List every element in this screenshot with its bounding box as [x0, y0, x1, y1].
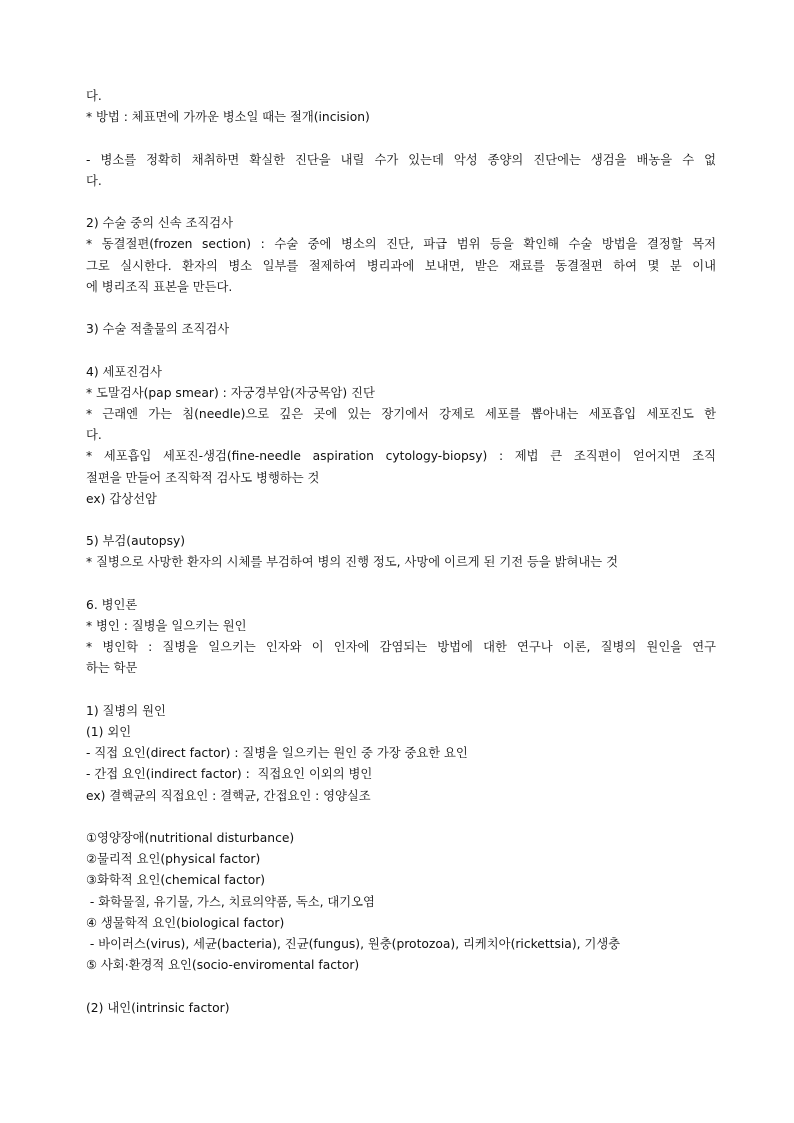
text-line: - 화학물질, 유기물, 가스, 치료의약품, 독소, 대기오염	[86, 894, 375, 909]
blank-line	[86, 128, 716, 149]
list-item: ⑤ 사회·환경적 요인(socio-enviromental factor)	[86, 958, 360, 973]
text-line: * 질병으로 사망한 환자의 시체를 부검하여 병의 진행 정도, 사망에 이르게 된 기전 등을 밝혀내는 것	[86, 555, 618, 570]
blank-line	[86, 298, 716, 319]
text-line: 다.	[86, 89, 102, 103]
section-heading: 3) 수술 적출물의 조직검사	[86, 322, 230, 337]
blank-line	[86, 976, 716, 997]
document-page	[86, 86, 716, 1019]
list-item: ③화학적 요인(chemical factor)	[86, 873, 266, 888]
blank-line	[86, 340, 716, 361]
text-line: * 병인학 : 질병을 일으키는 인자와 이 인자에 감염되는 방법에 대한 연구나 이론, 질병의 원인을 연구	[86, 640, 716, 655]
section-heading: 1) 질병의 원인	[86, 703, 166, 718]
blank-line	[86, 510, 716, 531]
text-line: - 병소를 정확히 채취하면 확실한 진단을 내릴 수가 있는데 악성 종양의 진단에는 생검을 배농을 수 없	[86, 152, 716, 167]
text-line: * 세포흡입 세포진-생검(fine-needle aspiration cytology-biopsy) : 제법 큰 조직편이 얻어지면 조직	[86, 449, 716, 464]
section-heading: 5) 부검(autopsy)	[86, 534, 186, 549]
list-item: ④ 생물학적 요인(biological factor)	[86, 915, 285, 930]
section-heading: 4) 세포진검사	[86, 364, 162, 379]
text-line: * 도말검사(pap smear) : 자궁경부암(자궁목암) 진단	[86, 385, 375, 400]
text-line: * 동결절편(frozen section) : 수술 중에 병소의 진단, 파급 범위 등을 확인해 수술 방법을 결정할 목저	[86, 237, 716, 252]
blank-line	[86, 807, 716, 828]
text-line: * 근래엔 가는 침(needle)으로 깊은 곳에 있는 장기에서 강제로 세포를 뽑아내는 세포흡입 세포진도 한	[86, 406, 716, 421]
text-line: ex) 결핵균의 직접요인 : 결핵균, 간접요인 : 영양실조	[86, 788, 371, 803]
subsection-heading: (2) 내인(intrinsic factor)	[86, 1000, 230, 1015]
text-line: * 방법 : 체표면에 가까운 병소일 때는 절개(incision)	[86, 110, 370, 125]
section-heading: 6. 병인론	[86, 597, 138, 612]
text-line: * 병인 : 질병을 일으키는 원인	[86, 618, 247, 633]
text-line: 하는 학문	[86, 661, 138, 676]
text-line: - 바이러스(virus), 세균(bacteria), 진균(fungus), 원충(protozoa), 리케치아(rickettsia), 기생충	[86, 937, 621, 951]
text-line: - 직접 요인(direct factor) : 질병을 일으키는 원인 중 가장 중요한 요인	[86, 746, 468, 761]
blank-line	[86, 680, 716, 701]
blank-line	[86, 192, 716, 213]
text-line: 에 병리조직 표본을 만든다.	[86, 279, 233, 294]
subsection-heading: (1) 외인	[86, 724, 132, 739]
section-heading: 2) 수술 중의 신속 조직검사	[86, 216, 234, 231]
text-line: 다.	[86, 173, 102, 188]
text-line: - 간접 요인(indirect factor) : 직접요인 이외의 병인	[86, 767, 373, 782]
text-line: 그로 실시한다. 환자의 병소 일부를 절제하여 병리과에 보내면, 받은 재료를 동결절편 하여 몇 분 이내	[86, 258, 716, 273]
blank-line	[86, 574, 716, 595]
text-line: 다.	[86, 428, 102, 443]
text-line: ex) 갑상선암	[86, 491, 157, 506]
list-item: ①영양장애(nutritional disturbance)	[86, 830, 295, 845]
text-line: 절편을 만들어 조직학적 검사도 병행하는 것	[86, 470, 320, 485]
list-item: ②물리적 요인(physical factor)	[86, 852, 261, 867]
